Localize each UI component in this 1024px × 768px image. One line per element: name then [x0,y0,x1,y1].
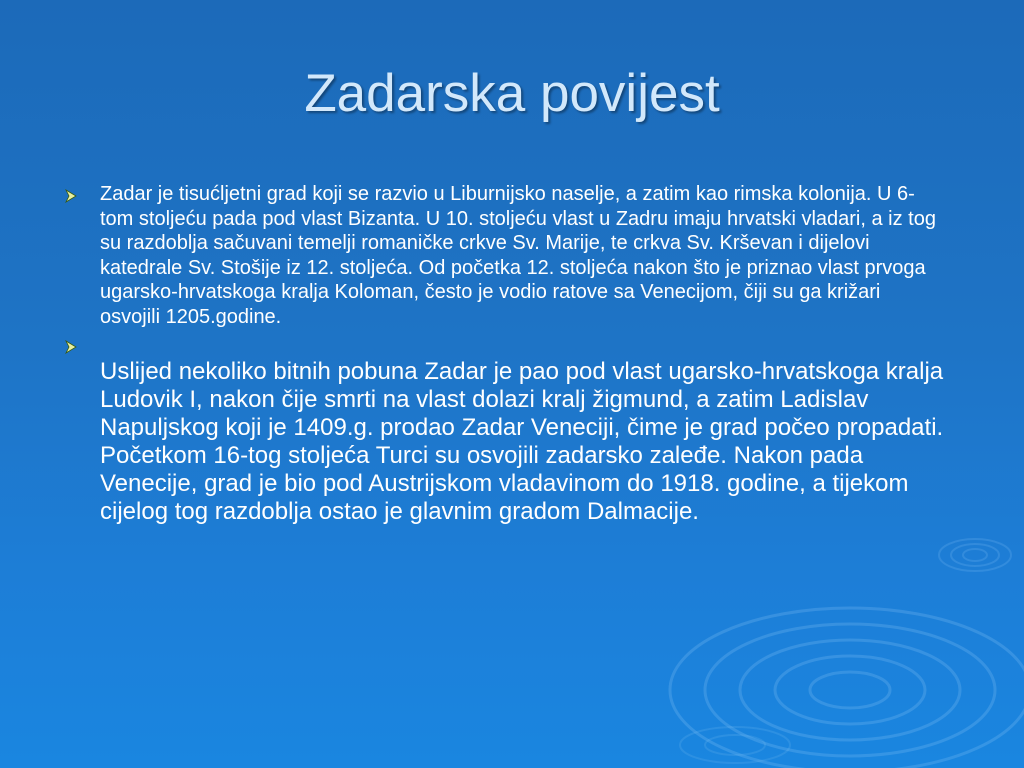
bullet-text: Zadar je tisućljetni grad koji se razvio u Liburnijsko naselje, a zatim kao rimska kolonija. U 6- tom stoljeću pada pod vlast Bizanta. U 10. stoljeću vlast u Zadru imaju hrvatski vladari, a iz tog su razdoblja sačuvani temelji romaničke crkve Sv. Marije, te crkva Sv. Krševan i dijelovi katedrale Sv. Stošije iz 12. stoljeća. Od početka 12. stoljeća nakon što je priznao vlast prvoga ugarsko-hrvatskoga kralja Koloman, često je vodio ratove sa Venecijom, čiji su ga križari osvojili 1205.godine. [100,183,936,328]
bullet-item [62,182,962,329]
slide-title: Zadarska povijest [304,64,720,123]
arrow-bullet-icon [64,340,78,354]
bullet-item [62,335,962,526]
arrow-bullet-icon [64,189,78,203]
bullet-list [62,182,962,526]
bullet-text: Uslijed nekoliko bitnih pobuna Zadar je pao pod vlast ugarsko-hrvatskoga kralja Ludovik I, nakon čije smrti na vlast dolazi kralj žigmund, a zatim Ladislav Napuljskog koji je 1409.g. prodao Zadar Veneciji, čime je grad počeo propadati. Početkom 16-tog stoljeća Turci su osvojili zadarsko zaleđe. Nakon pada Venecije, grad je bio pod Austrijskom vladavinom do 1918. godine, a tijekom cijelog tog razdoblja ostao je glavnim gradom Dalmacije. [100,358,944,525]
